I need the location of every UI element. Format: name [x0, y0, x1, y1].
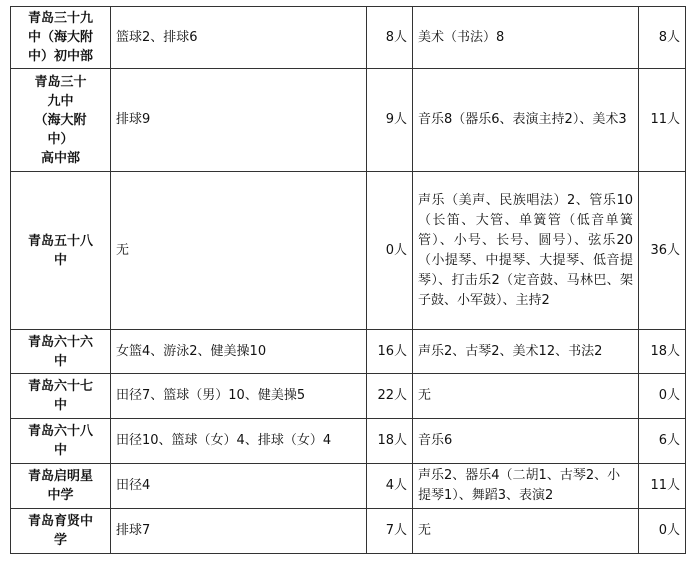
table-row — [11, 464, 686, 509]
sports-count: 4人 — [367, 464, 413, 509]
table-row — [11, 374, 686, 419]
arts-items: 声乐2、古琴2、美术12、书法2 — [413, 330, 639, 374]
arts-items: 音乐6 — [413, 419, 639, 464]
school-name: 青岛三十 九中 （海大附 中） 高中部 — [11, 69, 111, 172]
arts-items: 无 — [413, 509, 639, 554]
enrollment-table — [10, 6, 686, 554]
sports-count: 18人 — [367, 419, 413, 464]
sports-items: 女篮4、游泳2、健美操10 — [111, 330, 367, 374]
sports-items: 田径4 — [111, 464, 367, 509]
table-row — [11, 69, 686, 172]
arts-count: 0人 — [639, 374, 686, 419]
sports-count: 8人 — [367, 7, 413, 69]
table-row — [11, 7, 686, 69]
table-row — [11, 330, 686, 374]
sports-count: 9人 — [367, 69, 413, 172]
school-name: 青岛六十七 中 — [11, 374, 111, 419]
arts-count: 0人 — [639, 509, 686, 554]
arts-items: 美术（书法）8 — [413, 7, 639, 69]
school-name: 青岛三十九 中（海大附 中）初中部 — [11, 7, 111, 69]
sports-items: 无 — [111, 172, 367, 330]
arts-count: 11人 — [639, 69, 686, 172]
arts-items: 声乐2、器乐4（二胡1、古琴2、小提琴1）、舞蹈3、表演2 — [413, 464, 639, 509]
school-name: 青岛启明星 中学 — [11, 464, 111, 509]
sports-count: 7人 — [367, 509, 413, 554]
school-name: 青岛六十八 中 — [11, 419, 111, 464]
sports-count: 22人 — [367, 374, 413, 419]
sports-items: 篮球2、排球6 — [111, 7, 367, 69]
sports-items: 排球7 — [111, 509, 367, 554]
sports-items: 田径10、篮球（女）4、排球（女）4 — [111, 419, 367, 464]
arts-items: 音乐8（器乐6、表演主持2）、美术3 — [413, 69, 639, 172]
arts-count: 8人 — [639, 7, 686, 69]
sports-count: 16人 — [367, 330, 413, 374]
school-name: 青岛六十六 中 — [11, 330, 111, 374]
arts-count: 18人 — [639, 330, 686, 374]
table-row — [11, 419, 686, 464]
school-name: 青岛五十八 中 — [11, 172, 111, 330]
table-row — [11, 172, 686, 330]
arts-count: 6人 — [639, 419, 686, 464]
school-name: 青岛育贤中 学 — [11, 509, 111, 554]
arts-count: 11人 — [639, 464, 686, 509]
arts-count: 36人 — [639, 172, 686, 330]
arts-items: 声乐（美声、民族唱法）2、管乐10（长笛、大管、单簧管（低音单簧管）、小号、长号、圆号）、弦乐20（小提琴、中提琴、大提琴、低音提琴）、打击乐2（定音鼓、马林巴、架子鼓、小军鼓）、主持2 — [413, 172, 639, 330]
arts-items: 无 — [413, 374, 639, 419]
sports-count: 0人 — [367, 172, 413, 330]
sports-items: 排球9 — [111, 69, 367, 172]
table-row — [11, 509, 686, 554]
sports-items: 田径7、篮球（男）10、健美操5 — [111, 374, 367, 419]
